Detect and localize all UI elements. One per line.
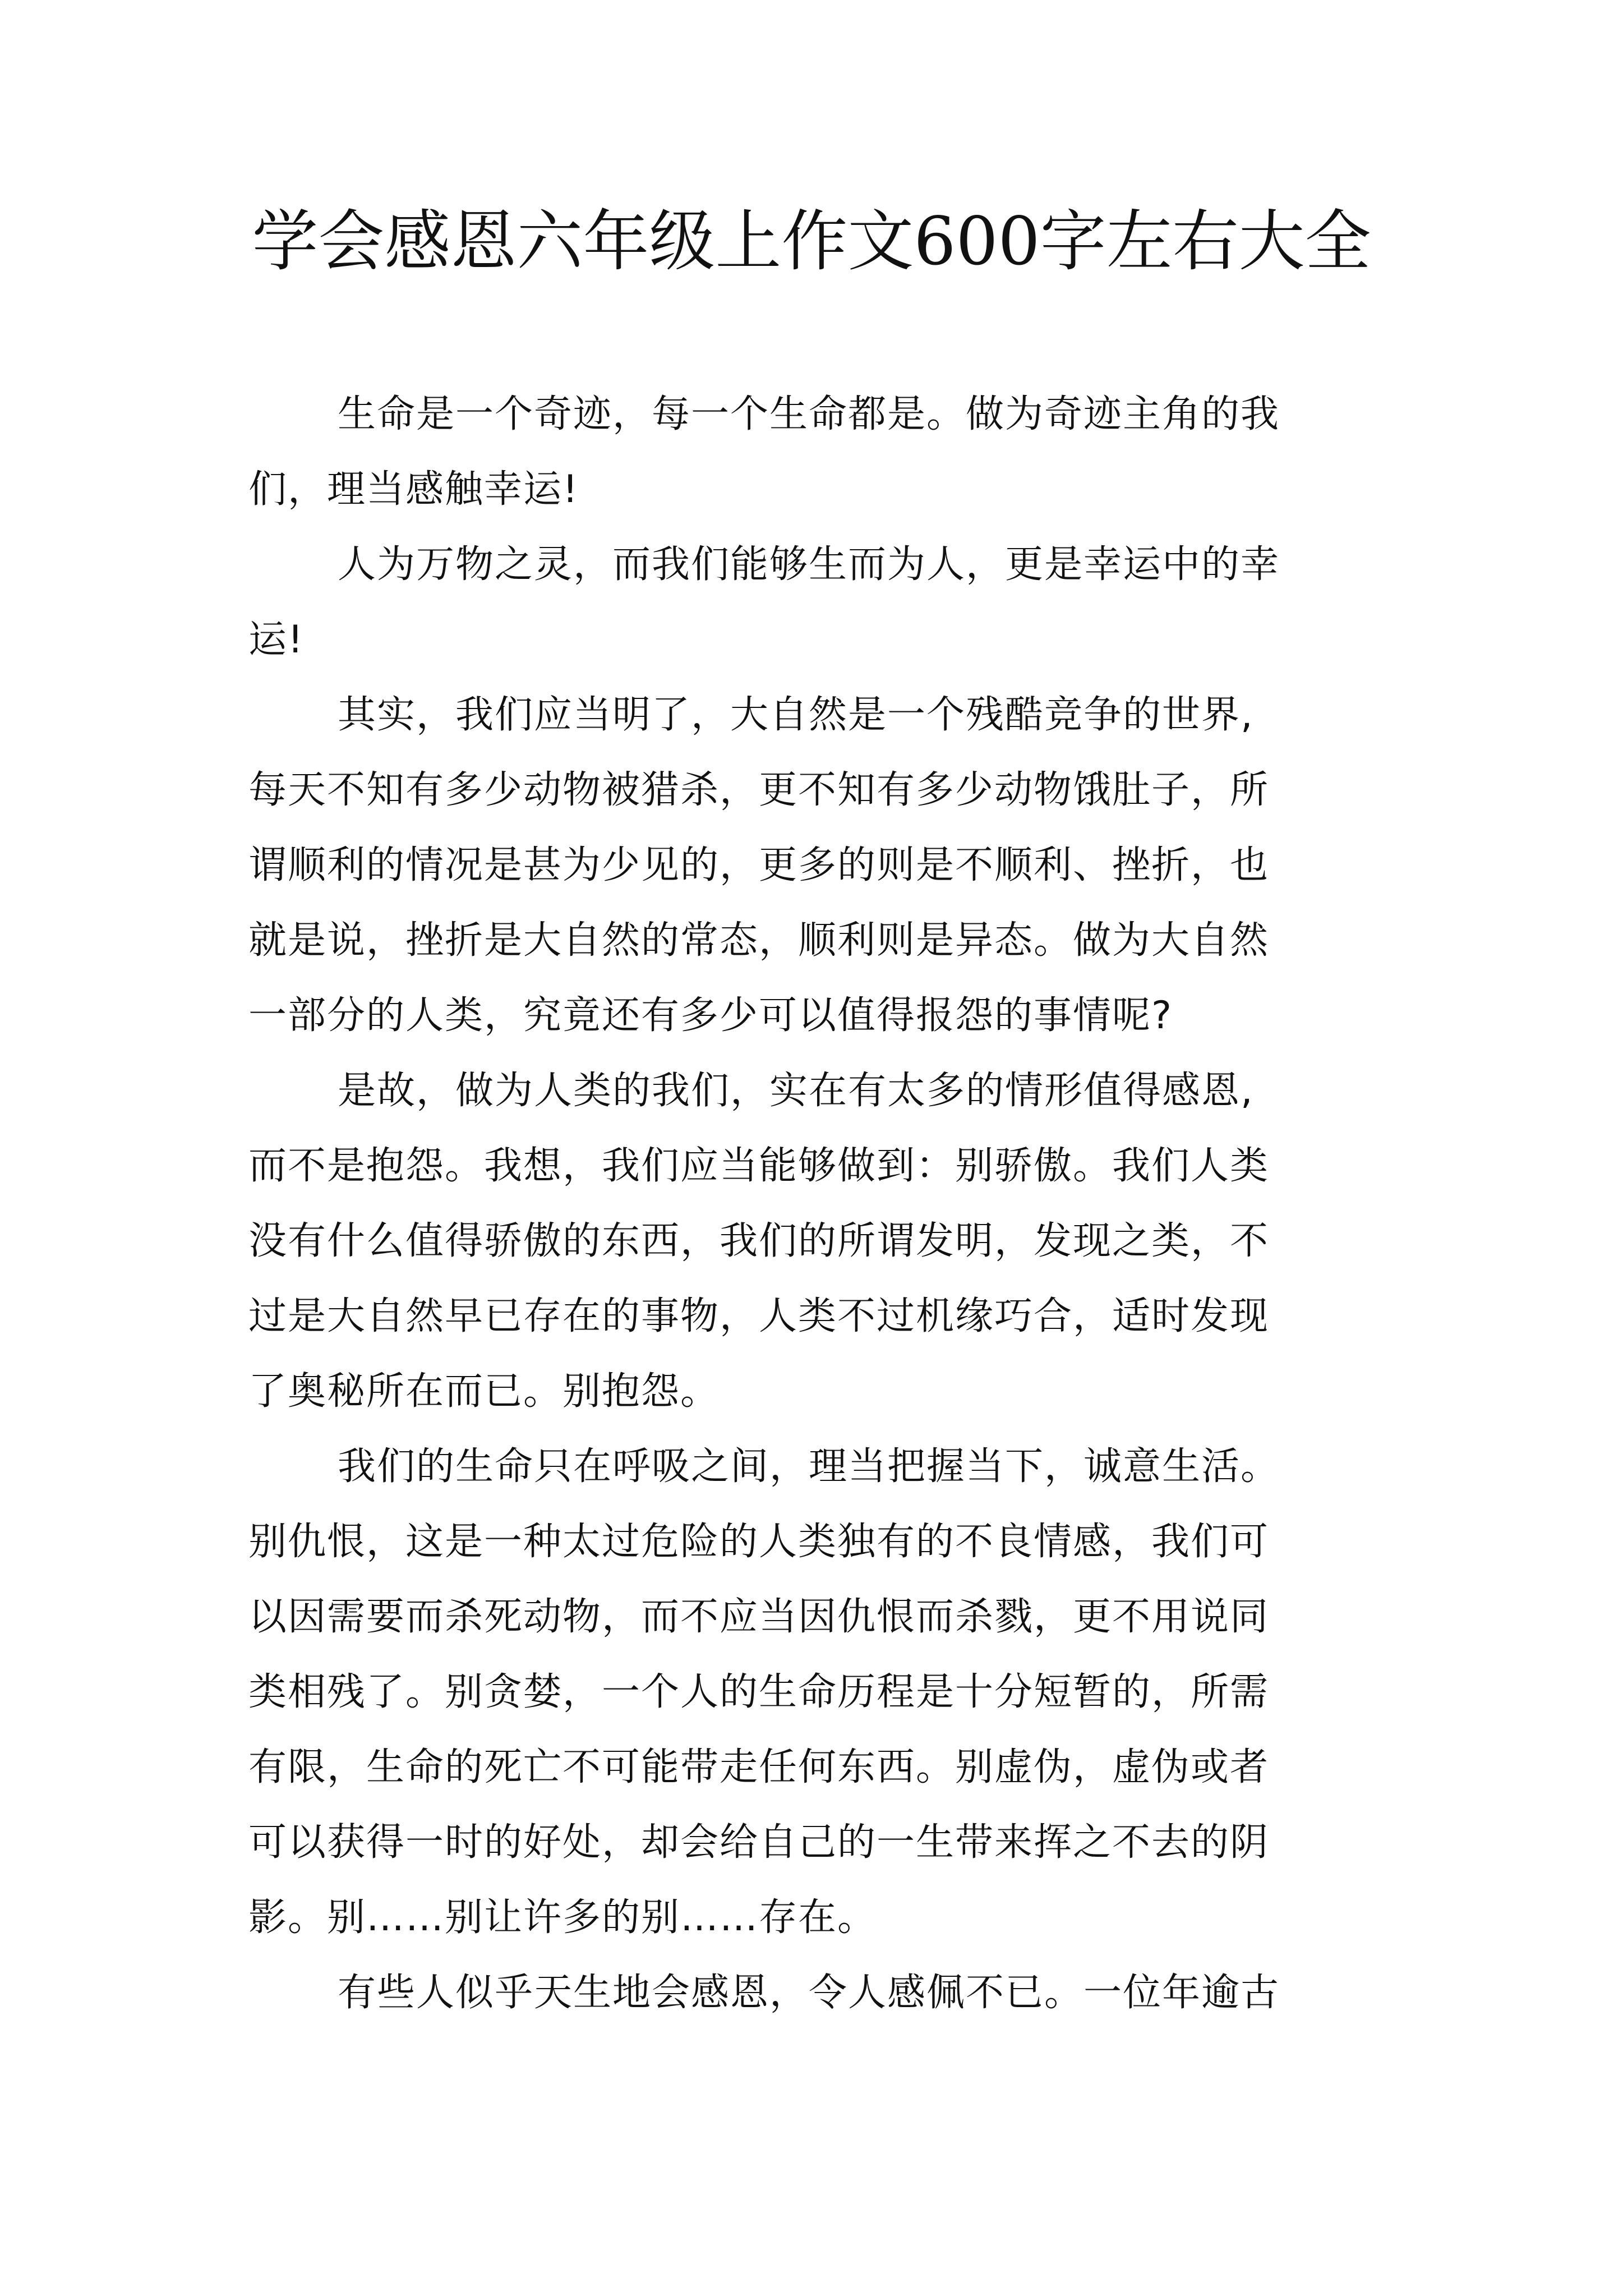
paragraph-line: 没有什么值得骄傲的东西，我们的所谓发明，发现之类，不: [248, 1219, 1270, 1263]
paragraph-line: 谓顺利的情况是甚为少见的，更多的则是不顺利、挫折，也: [248, 843, 1270, 887]
paragraph-line: 类相残了。别贪婪，一个人的生命历程是十分短暂的，所需: [248, 1670, 1270, 1714]
paragraph-line: 生命是一个奇迹，每一个生命都是。做为奇迹主角的我: [338, 392, 1280, 436]
paragraph-line: 就是说，挫折是大自然的常态，顺利则是异态。做为大自然: [248, 918, 1270, 963]
paragraph-line: 了奥秘所在而已。别抱怨。: [248, 1369, 720, 1414]
paragraph-line: 可以获得一时的好处，却会给自己的一生带来挥之不去的阴: [248, 1820, 1270, 1865]
document-title: 学会感恩六年级上作文600字左右大全: [252, 203, 1371, 280]
paragraph-line: 有限，生命的死亡不可能带走任何东西。别虚伪，虚伪或者: [248, 1745, 1270, 1789]
paragraph-line: 每天不知有多少动物被猎杀，更不知有多少动物饿肚子，所: [248, 768, 1270, 812]
paragraph-line: 而不是抱怨。我想，我们应当能够做到：别骄傲。我们人类: [248, 1144, 1270, 1188]
paragraph-line: 过是大自然早已存在的事物，人类不过机缘巧合，适时发现: [248, 1294, 1270, 1338]
paragraph-line: 有些人似乎天生地会感恩，令人感佩不已。一位年逾古: [338, 1971, 1280, 2015]
paragraph-line: 影。别……别让许多的别……存在。: [248, 1895, 877, 1940]
paragraph-line: 其实，我们应当明了，大自然是一个残酷竞争的世界,: [338, 693, 1254, 737]
paragraph-line: 运!: [248, 618, 305, 662]
paragraph-line: 以因需要而杀死动物，而不应当因仇恨而杀戮，更不用说同: [248, 1595, 1270, 1639]
paragraph-line: 别仇恨，这是一种太过危险的人类独有的不良情感，我们可: [248, 1520, 1270, 1564]
paragraph-line: 一部分的人类，究竟还有多少可以值得报怨的事情呢?: [248, 993, 1173, 1038]
paragraph-line: 们，理当感触幸运!: [248, 467, 579, 512]
paragraph-line: 人为万物之灵，而我们能够生而为人，更是幸运中的幸: [338, 542, 1280, 587]
paragraph-line: 我们的生命只在呼吸之间，理当把握当下，诚意生活。: [338, 1444, 1280, 1489]
paragraph-line: 是故，做为人类的我们，实在有太多的情形值得感恩,: [338, 1069, 1254, 1113]
